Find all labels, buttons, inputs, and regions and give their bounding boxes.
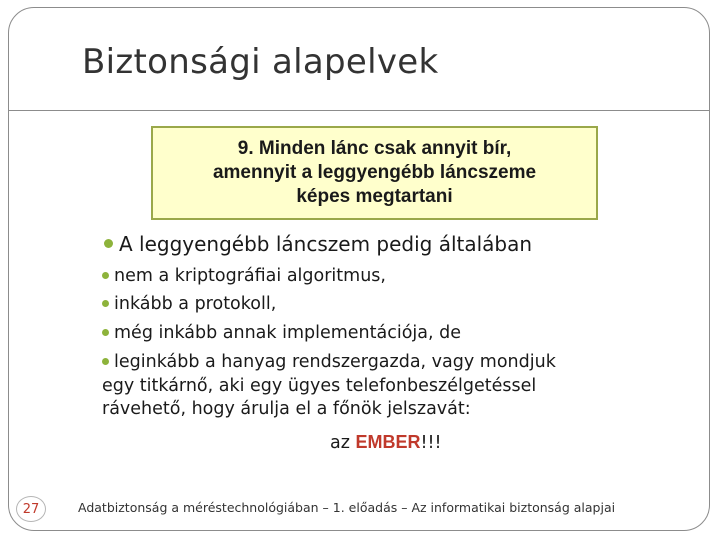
bullet-icon [102,272,109,279]
ember-suffix: !!! [420,433,442,453]
continuation-line-2: rávehető, hogy árulja el a főnök jelszavát: [102,399,471,419]
sub-bullet-text: nem a kriptográfiai algoritmus, [114,266,386,286]
callout-box [151,126,598,220]
bullet-icon [102,300,109,307]
sub-bullet [102,351,556,373]
callout-line-2: amennyit a leggyengébb láncszeme [212,162,537,183]
bullet-icon [104,239,113,248]
page-number-badge [16,496,46,522]
page-number: 27 [22,501,40,517]
continuation-line-1: egy titkárnő, aki egy ügyes telefonbeszélgetéssel [102,376,537,396]
callout-line-3: képes megtartani [296,186,453,207]
sub-bullet [102,265,386,287]
sub-bullet [102,322,461,344]
ember-word: EMBER [355,432,421,452]
bullet-icon [102,329,109,336]
bullet-icon [102,358,109,365]
callout-line-1: 9. Minden lánc csak annyit bír, [237,138,512,159]
main-bullet-text: A leggyengébb láncszem pedig általában [119,232,533,256]
slide-footer: Adatbiztonság a méréstechnológiában – 1. előadás – Az informatikai biztonság alapjai [78,500,616,515]
sub-bullet-text: inkább a protokoll, [114,294,277,314]
title-divider [9,110,709,111]
main-bullet [104,232,532,256]
sub-bullet-text: még inkább annak implementációja, de [114,323,462,343]
ember-line [330,432,442,453]
sub-bullet-text: leginkább a hanyag rendszergazda, vagy mondjuk [114,352,556,372]
ember-prefix: az [330,433,350,453]
slide-title: Biztonsági alapelvek [82,42,439,82]
sub-bullet [102,293,276,315]
